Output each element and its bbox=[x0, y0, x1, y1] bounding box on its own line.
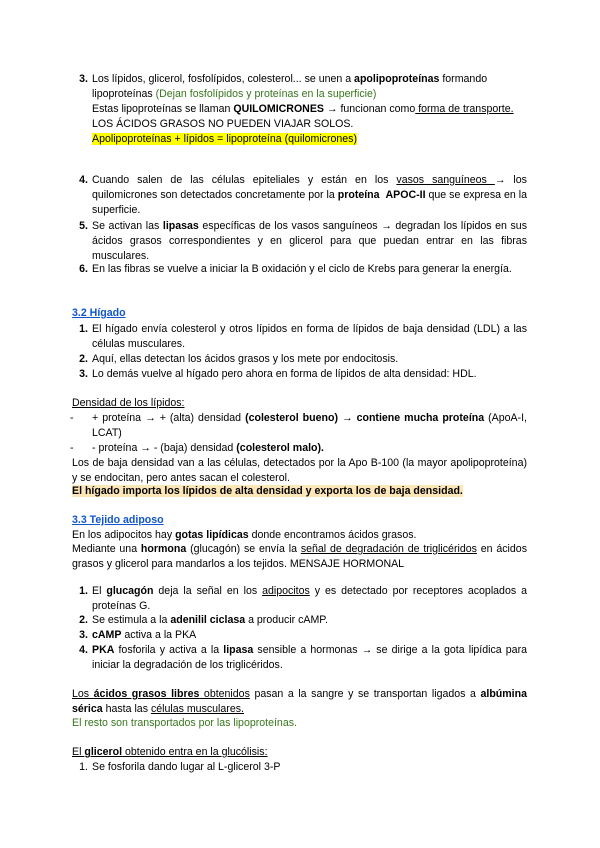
list-number: 3. bbox=[79, 73, 88, 85]
text: Se estimula a la bbox=[92, 614, 171, 626]
adipose-item-1 bbox=[79, 584, 527, 614]
liver-item-text: Aquí, ellas detectan los ácidos grasos y los mete por endocitosis. bbox=[92, 353, 399, 365]
item3-line5 bbox=[92, 132, 527, 147]
glycerol-title bbox=[72, 745, 268, 760]
bold-underlined-term: glicerol bbox=[84, 746, 123, 758]
text: → los quilomicrones son detectados concretamente por la bbox=[92, 174, 527, 201]
text: Mediante una bbox=[72, 543, 141, 555]
text: donde encontramos ácidos grasos. bbox=[248, 529, 417, 541]
bold-term: apolipoproteínas bbox=[354, 73, 440, 85]
bold-term: QUILOMICRONES bbox=[233, 103, 324, 115]
glycerol-item-1 bbox=[79, 760, 527, 775]
item3-line2 bbox=[92, 87, 527, 102]
text: - proteína → - (baja) densidad bbox=[92, 442, 237, 454]
adipose-item-3 bbox=[79, 628, 527, 643]
item3-line1 bbox=[92, 72, 527, 87]
density-title: Densidad de los lípidos: bbox=[72, 397, 185, 409]
bold-term: gotas lipídicas bbox=[175, 529, 249, 541]
text: + proteína → + (alta) densidad bbox=[92, 412, 246, 424]
text: a producir cAMP. bbox=[245, 614, 328, 626]
bold-term: albúmina sérica bbox=[72, 688, 527, 715]
green-note: (Dejan fosfolípidos y proteínas en la superficie) bbox=[155, 88, 377, 100]
text: activa a la PKA bbox=[121, 629, 197, 641]
free-fatty-acids-paragraph bbox=[72, 687, 527, 717]
underlined-text: adipocitos bbox=[262, 585, 310, 597]
bold-term: (colesterol bueno) → contiene mucha proteína bbox=[245, 412, 485, 424]
adipose-item-4 bbox=[79, 643, 527, 673]
item6-text: En las fibras se vuelve a iniciar la B oxidación y el ciclo de Krebs para generar la energía. bbox=[92, 263, 512, 275]
glycerol-item-text: Se fosforila dando lugar al L-glicerol 3-P bbox=[92, 761, 281, 773]
liver-item-1 bbox=[79, 322, 527, 352]
underlined-text: señal de degradación de triglicéridos bbox=[300, 543, 477, 555]
text: lipoproteínas bbox=[92, 88, 156, 100]
density-bullet-2 bbox=[70, 441, 527, 456]
bold-term: lipasa bbox=[223, 644, 254, 656]
liver-item-text: Lo demás vuelve al hígado pero ahora en forma de lípidos de alta densidad: HDL. bbox=[92, 368, 477, 380]
list-item-3 bbox=[79, 72, 527, 147]
underlined-text: obtenidos bbox=[199, 688, 250, 700]
text: (ApoA-I, LCAT) bbox=[92, 412, 527, 439]
list-number: 2. bbox=[79, 353, 88, 365]
liver-item-text: El hígado envía colesterol y otros lípidos en forma de lípidos de baja densidad (LDL) a las células musculares. bbox=[92, 323, 527, 350]
list-item-4 bbox=[79, 173, 527, 218]
text: En los adipocitos hay bbox=[72, 529, 176, 541]
text: → funcionan como bbox=[323, 103, 416, 115]
bold-term: adenilil ciclasa bbox=[170, 614, 246, 626]
bold-term: glucagón bbox=[106, 585, 154, 597]
item3-line4: LOS ÁCIDOS GRASOS NO PUEDEN VIAJAR SOLOS. bbox=[92, 118, 354, 130]
list-number: 4. bbox=[79, 644, 88, 656]
adipose-item-text bbox=[92, 584, 527, 614]
bullet-dash: - bbox=[70, 442, 74, 454]
list-number: 3. bbox=[79, 629, 88, 641]
underlined-text: obtenido entra en la glucólisis: bbox=[122, 746, 268, 758]
list-number: 6. bbox=[79, 263, 88, 275]
text: deja la señal en los bbox=[153, 585, 263, 597]
text: Cuando salen de las células epiteliales y están en los bbox=[92, 174, 397, 186]
bullet-dash: - bbox=[70, 412, 74, 424]
adipose-item-text bbox=[92, 613, 527, 628]
adipose-item-2 bbox=[79, 613, 527, 628]
density-bullet-1 bbox=[70, 411, 527, 441]
text: pasan a la sangre y se transportan ligados a bbox=[249, 688, 481, 700]
adipose-item-text bbox=[92, 643, 527, 673]
liver-item-2 bbox=[79, 352, 527, 367]
underlined-text: vasos sanguíneos bbox=[396, 174, 495, 186]
bold-term: APOC-II bbox=[385, 189, 426, 201]
liver-item-3 bbox=[79, 367, 527, 382]
underlined-text: Los bbox=[72, 688, 94, 700]
list-number: 1. bbox=[79, 585, 88, 597]
bold-term: proteína bbox=[337, 189, 380, 201]
bold-term: hormona bbox=[140, 543, 187, 555]
list-number: 4. bbox=[79, 174, 88, 186]
list-number: 2. bbox=[79, 614, 88, 626]
text: específicas de los vasos sanguíneos → degradan los lípidos en sus ácidos grasos correspondientes y en glicerol para que puedan entrar en las fibras musculares. bbox=[92, 220, 527, 262]
underlined-text: células musculares. bbox=[150, 703, 244, 715]
text: formando bbox=[439, 73, 488, 85]
text: fosforila y activa a la bbox=[114, 644, 224, 656]
bold-term: cAMP bbox=[92, 629, 122, 641]
bold-term: PKA bbox=[92, 644, 115, 656]
item5-text bbox=[92, 219, 527, 264]
list-item-6 bbox=[79, 262, 527, 277]
liver-summary bbox=[72, 484, 463, 499]
list-number: 3. bbox=[79, 368, 88, 380]
text: El bbox=[92, 585, 107, 597]
underlined-text: El bbox=[72, 746, 85, 758]
lipoprotein-transport-note: El resto son transportados por las lipoproteínas. bbox=[72, 717, 297, 729]
underlined-text: forma de transporte. bbox=[415, 103, 514, 115]
highlighted-text: Apolipoproteínas + lípidos = lipoproteína (quilomicrones) bbox=[92, 133, 357, 145]
text: y es detectado por receptores acoplados a proteínas G. bbox=[92, 585, 527, 612]
text: hasta las bbox=[102, 703, 151, 715]
list-item-5 bbox=[79, 219, 527, 264]
bullet-text bbox=[92, 411, 527, 441]
adipose-paragraph-2 bbox=[72, 542, 527, 572]
list-number: 5. bbox=[79, 220, 88, 232]
item3-line3 bbox=[92, 102, 527, 117]
text: Se activan las bbox=[92, 220, 163, 232]
section-heading-adipose: 3.3 Tejido adiposo bbox=[72, 514, 164, 526]
list-number: 1. bbox=[79, 323, 88, 335]
bold-term: lipasas bbox=[162, 220, 199, 232]
bullet-text bbox=[92, 441, 527, 456]
item4-text bbox=[92, 173, 527, 218]
text: Estas lipoproteínas se llaman bbox=[92, 103, 234, 115]
highlighted-summary: El hígado importa los lípidos de alta densidad y exporta los de baja densidad. bbox=[72, 485, 463, 497]
adipose-item-text bbox=[92, 628, 527, 643]
text: que se expresa en la superficie. bbox=[92, 189, 527, 216]
bold-underlined-term: ácidos grasos libres bbox=[93, 688, 200, 700]
adipose-paragraph-1 bbox=[72, 528, 527, 543]
text: (glucagón) se envía la bbox=[186, 543, 301, 555]
ldl-paragraph: Los de baja densidad van a las células, detectados por la Apo B-100 (la mayor apolipoproteína) y se endocitan, pero antes sacan el colesterol. bbox=[72, 457, 527, 484]
section-heading-liver: 3.2 Hígado bbox=[72, 307, 126, 319]
list-number: 1. bbox=[79, 761, 88, 773]
text: Los lípidos, glicerol, fosfolípidos, colesterol... se unen a bbox=[92, 73, 355, 85]
text: en ácidos grasos y glicerol para mandarlos a los tejidos. MENSAJE HORMONAL bbox=[72, 543, 527, 570]
text: sensible a hormonas → se dirige a la gota lipídica para iniciar la degradación de los triglicéridos. bbox=[92, 644, 527, 671]
bold-term: (colesterol malo). bbox=[236, 442, 324, 454]
